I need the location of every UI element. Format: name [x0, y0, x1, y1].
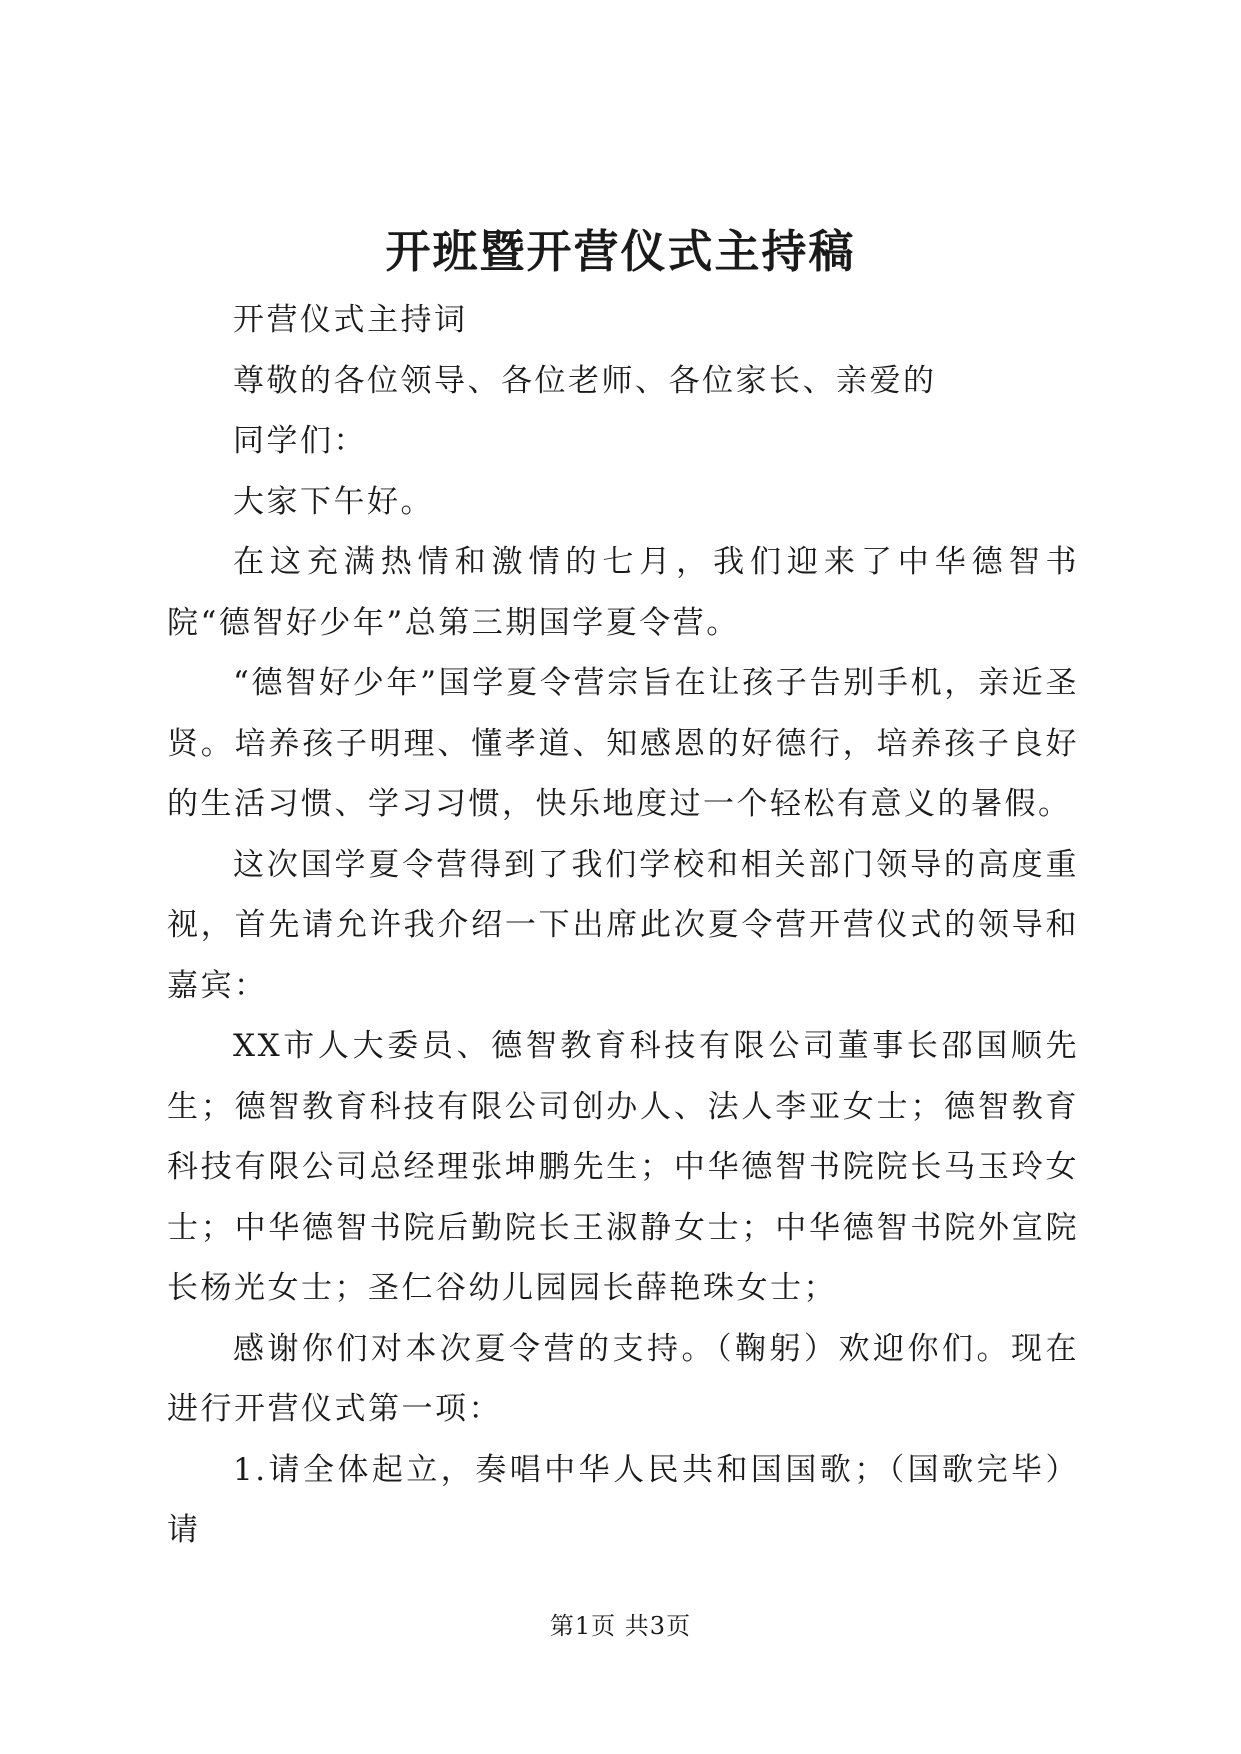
document-title: 开班暨开营仪式主持稿 — [385, 225, 856, 278]
paragraph-item-1: 1.请全体起立，奏唱中华人民共和国国歌；（国歌完毕）请 — [167, 1451, 1079, 1548]
paragraph-purpose: “德智好少年”国学夏令营宗旨在让孩子告别手机，亲近圣贤。培养孩子明理、懂孝道、知感恩的好德行，培养孩子良好的生活习惯、学习习惯，快乐地度过一个轻松有意义的暑假。 — [167, 665, 1079, 822]
paragraph-intro: 在这充满热情和激情的七月，我们迎来了中华德智书院“德智好少年”总第三期国学夏令营。 — [167, 544, 1079, 641]
paragraph-subtitle: 开营仪式主持词 — [233, 302, 468, 338]
paragraph-salutation-cont: 同学们： — [233, 423, 367, 459]
paragraph-guests-intro: 这次国学夏令营得到了我们学校和相关部门领导的高度重视，首先请允许我介绍一下出席此次夏令营开营仪式的领导和嘉宾： — [167, 846, 1079, 1004]
paragraph-greeting: 大家下午好。 — [233, 483, 434, 520]
document-body — [167, 290, 1079, 1561]
paragraph-salutation: 尊敬的各位领导、各位老师、各位家长、亲爱的 — [233, 362, 937, 399]
paragraph-guests-list: XX市人大委员、德智教育科技有限公司董事长邵国顺先生；德智教育科技有限公司创办人、法人李亚女士；德智教育科技有限公司总经理张坤鹏先生；中华德智书院院长马玉玲女士；中华德智书院后勤院长王淑静女士；中华德智书院外宣院长杨光女士；圣仁谷幼儿园园长薛艳珠女士； — [167, 1028, 1079, 1306]
paragraph-thanks: 感谢你们对本次夏令营的支持。（鞠躬）欢迎你们。现在进行开营仪式第一项： — [167, 1330, 1079, 1427]
page-footer: 第1页 共3页 — [549, 1612, 692, 1640]
